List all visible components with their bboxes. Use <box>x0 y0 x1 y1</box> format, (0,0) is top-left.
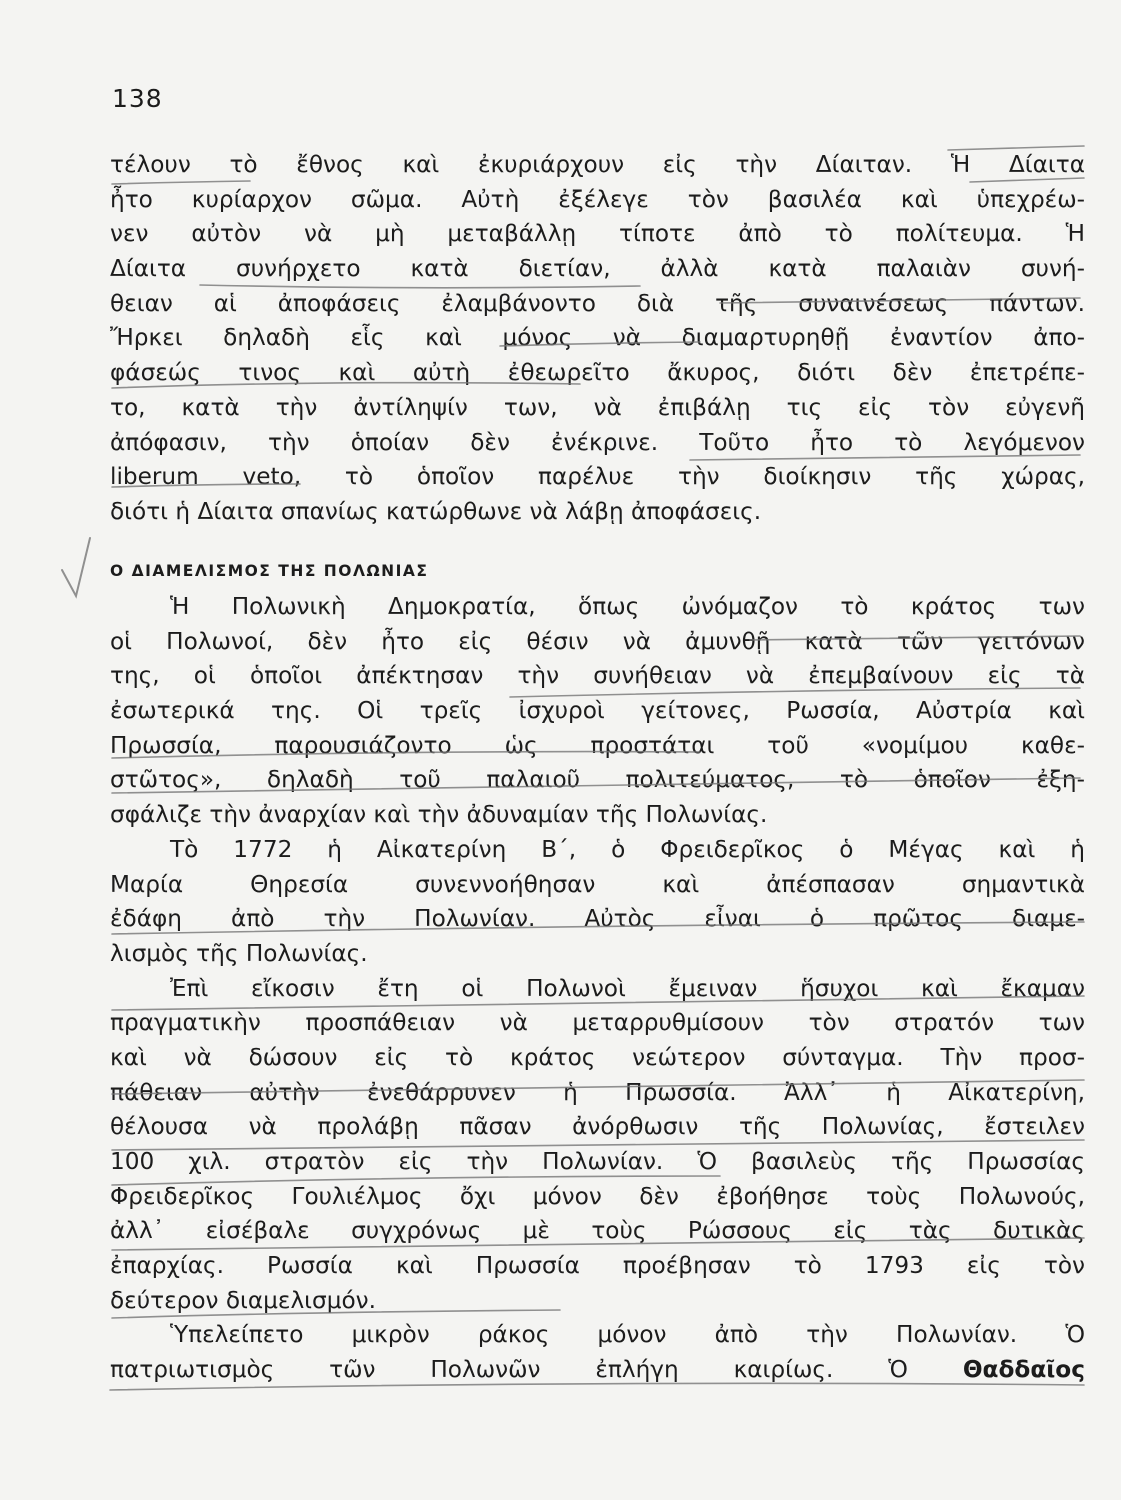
text-line: ἀλλ᾽ εἰσέβαλε συγχρόνως μὲ τοὺς Ρώσσους εἰς τὰς δυτικὰς <box>110 1217 1085 1245</box>
text-line: ἐσωτερικά της. Οἱ τρεῖς ἰσχυροὶ γείτονες, Ρωσσία, Αὐστρία καὶ <box>110 697 1085 725</box>
text-line: τέλουν τὸ ἔθνος καὶ ἐκυριάρχουν εἰς τὴν Δίαιταν. Ἡ Δίαιτα <box>110 151 1085 178</box>
text-line: Φρειδερῖκος Γουλιέλμος ὄχι μόνον δὲν ἐβοήθησε τοὺς Πολωνούς, <box>110 1182 1085 1210</box>
text-line: Ἡ Πολωνικὴ Δημοκρατία, ὅπως ὠνόμαζον τὸ κράτος των <box>170 593 1085 620</box>
text-line: ἦτο κυρίαρχον σῶμα. Αὐτὴ ἐξέλεγε τὸν βασιλέα καὶ ὑπεχρέω- <box>110 185 1085 213</box>
text-line: καὶ νὰ δώσουν εἰς τὸ κράτος νεώτερον σύνταγμα. Τὴν προσ- <box>110 1043 1085 1071</box>
text-line: ἀπόφασιν, τὴν ὁποίαν δὲν ἐνέκρινε. Τοῦτο ἦτο τὸ λεγόμενον <box>110 428 1085 456</box>
text-line: νεν αὐτὸν νὰ μὴ μεταβάλλῃ τίποτε ἀπὸ τὸ πολίτευμα. Ἡ <box>110 220 1085 248</box>
text-line: της, οἱ ὁποῖοι ἀπέκτησαν τὴν συνήθειαν νὰ ἐπεμβαίνουν εἰς τὰ <box>110 662 1085 690</box>
text-line: θέλουσα νὰ προλάβῃ πᾶσαν ἀνόρθωσιν τῆς Πολωνίας, ἔστειλεν <box>110 1113 1085 1141</box>
text-line: σφάλιζε τὴν ἀναρχίαν καὶ τὴν ἀδυναμίαν τῆς Πολωνίας. <box>110 801 768 829</box>
text-line: liberum veto, τὸ ὁποῖον παρέλυε τὴν διοίκησιν τῆς χώρας, <box>110 463 1085 491</box>
text-line: 100 χιλ. στρατὸν εἰς τὴν Πολωνίαν. Ὁ βασιλεὺς τῆς Πρωσσίας <box>110 1148 1085 1175</box>
bold-name: Θαδδαῖος <box>962 1356 1085 1384</box>
text-line: Ἐπὶ εἴκοσιν ἔτη οἱ Πολωνοὶ ἔμειναν ἥσυχοι καὶ ἔκαμαν <box>170 974 1085 1002</box>
text-line: διότι ἡ Δίαιτα σπανίως κατώρθωνε νὰ λάβῃ ἀποφάσεις. <box>110 497 762 525</box>
pencil-checkmark <box>62 538 90 596</box>
text-line: Μαρία Θηρεσία συνεννοήθησαν καὶ ἀπέσπασαν σημαντικὰ <box>110 870 1085 898</box>
section-heading: Ο ΔΙΑΜΕΛΙΣΜΟΣ ΤΗΣ ΠΟΛΩΝΙΑΣ <box>110 562 429 580</box>
paragraph-polish-republic <box>110 590 1085 1388</box>
text-span: πατριωτισμὸς τῶν Πολωνῶν ἐπλήγη καιρίως. Ὁ <box>110 1356 908 1384</box>
text-line: Ἤρκει δηλαδὴ εἷς καὶ μόνος νὰ διαμαρτυρηθῇ ἐναντίον ἀπο- <box>110 324 1085 352</box>
text-line: Τὸ 1772 ἡ Αἰκατερίνη Β΄, ὁ Φρειδερῖκος ὁ Μέγας καὶ ἡ <box>170 835 1085 863</box>
text-line: Πρωσσία, παρουσιάζοντο ὡς προστάται τοῦ «νομίμου καθε- <box>110 731 1085 759</box>
text-line: Δίαιτα συνήρχετο κατὰ διετίαν, ἀλλὰ κατὰ παλαιὰν συνή- <box>110 255 1085 283</box>
page-number: 138 <box>112 84 163 113</box>
text-line: φάσεώς τινος καὶ αὐτὴ ἐθεωρεῖτο ἄκυρος, διότι δὲν ἐπετρέπε- <box>110 359 1085 387</box>
text-line: στῶτος», δηλαδὴ τοῦ παλαιοῦ πολιτεύματος, τὸ ὁποῖον ἐξη- <box>110 766 1085 794</box>
paragraph-liberum-veto <box>110 148 1085 530</box>
text-line: θειαν αἱ ἀποφάσεις ἐλαμβάνοντο διὰ τῆς συναινέσεως πάντων. <box>110 289 1085 317</box>
text-line: λισμὸς τῆς Πολωνίας. <box>110 939 368 967</box>
text-line: πραγματικὴν προσπάθειαν νὰ μεταρρυθμίσουν τὸν στρατόν των <box>110 1009 1085 1037</box>
text-line: πάθειαν αὐτὴν ἐνεθάρρυνεν ἡ Πρωσσία. Ἀλλ᾽ ἡ Αἰκατερίνη, <box>110 1078 1085 1106</box>
text-line: ἐδάφη ἀπὸ τὴν Πολωνίαν. Αὐτὸς εἶναι ὁ πρῶτος διαμε- <box>110 905 1085 933</box>
text-line: οἱ Πολωνοί, δὲν ἦτο εἰς θέσιν νὰ ἀμυνθῇ κατὰ τῶν γειτόνων <box>110 627 1085 655</box>
text-line <box>110 1353 1085 1388</box>
text-line: δεύτερον διαμελισμόν. <box>110 1286 376 1314</box>
text-line: Ὑπελείπετο μικρὸν ράκος μόνον ἀπὸ τὴν Πολωνίαν. Ὁ <box>170 1321 1085 1349</box>
text-line: ἐπαρχίας. Ρωσσία καὶ Πρωσσία προέβησαν τὸ 1793 εἰς τὸν <box>110 1252 1085 1280</box>
text-line: το, κατὰ τὴν ἀντίληψίν των, νὰ ἐπιβάλῃ τις εἰς τὸν εὐγενῆ <box>110 393 1085 421</box>
